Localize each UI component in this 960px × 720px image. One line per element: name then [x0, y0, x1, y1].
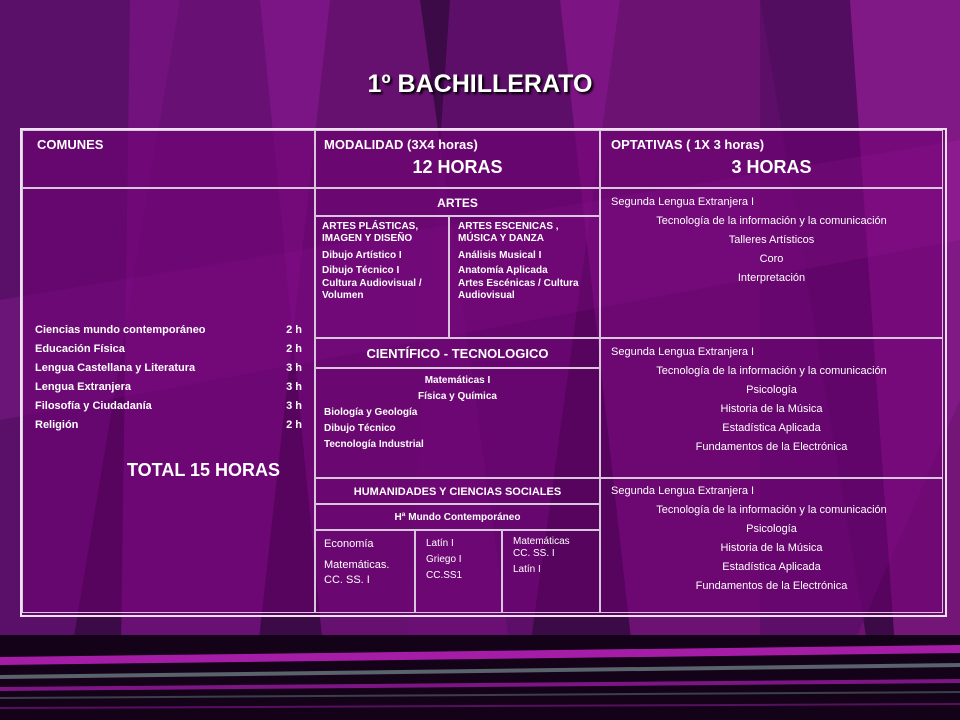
optativa-item: Psicología	[746, 523, 797, 535]
artes-escenicas-cell	[449, 216, 600, 338]
comunes-item	[35, 378, 302, 397]
subject: Matemáticas CC. SS. I	[513, 536, 570, 559]
comunes-item-hours: 2 h	[286, 419, 302, 431]
header-optativas-total: 3 HORAS	[731, 157, 812, 177]
optativa-item: Estadística Aplicada	[722, 561, 821, 573]
bottom-stripes	[0, 635, 960, 720]
subject: Latín I	[513, 564, 541, 575]
subject: Análisis Musical I	[458, 250, 542, 261]
header-modalidad-total: 12 HORAS	[412, 157, 503, 177]
optativa-item: Tecnología de la información y la comunicación	[656, 504, 887, 516]
subject: CC.SS1	[426, 570, 463, 581]
artes-title: ARTES	[437, 196, 478, 210]
artes-optativas-cell	[600, 188, 943, 338]
comunes-item-hours: 2 h	[286, 324, 302, 336]
comunes-item-name: Ciencias mundo contemporáneo	[35, 324, 206, 336]
ciencias-optativas-cell	[600, 338, 943, 478]
header-modalidad-label: MODALIDAD (3X4 horas)	[324, 137, 478, 152]
artes-plasticas-cell	[315, 216, 449, 338]
comunes-item-name: Filosofía y Ciudadanía	[35, 400, 152, 412]
comunes-cell	[22, 188, 315, 613]
comunes-item	[35, 359, 302, 378]
subject: Matemáticas. CC. SS. I	[324, 559, 390, 586]
comunes-item	[35, 397, 302, 416]
comunes-item	[35, 416, 302, 435]
subject: Latín I	[426, 538, 454, 549]
comunes-total: TOTAL 15 HORAS	[127, 460, 281, 480]
humanidades-col2-cell	[415, 530, 502, 613]
optativa-item: Psicología	[746, 384, 797, 396]
optativa-item: Coro	[759, 253, 784, 265]
optativa-item: Interpretación	[737, 272, 806, 284]
comunes-item	[35, 321, 302, 340]
subject: Biología y Geología	[324, 407, 418, 418]
slide-title: 1º BACHILLERATO	[367, 70, 593, 98]
header-optativas	[600, 130, 943, 188]
humanidades-optativas-cell	[600, 478, 943, 613]
humanidades-common-cell	[315, 504, 600, 530]
subject: Economía	[324, 538, 374, 550]
subject: Física y Química	[418, 391, 497, 402]
subject: Artes Escénicas / Cultura Audiovisual	[458, 278, 579, 301]
subject: Tecnología Industrial	[324, 439, 424, 450]
comunes-item-name: Educación Física	[35, 343, 125, 355]
comunes-item-hours: 3 h	[286, 381, 302, 393]
comunes-item-name: Lengua Extranjera	[35, 381, 131, 393]
subject: Matemáticas I	[424, 375, 491, 386]
optativa-item: Fundamentos de la Electrónica	[695, 580, 848, 592]
comunes-item-hours: 3 h	[286, 400, 302, 412]
ciencias-subjects-cell	[315, 368, 600, 478]
schedule-table	[20, 128, 947, 617]
header-comunes-label: COMUNES	[37, 137, 104, 152]
optativa-item: Segunda Lengua Extranjera I	[611, 346, 755, 358]
humanidades-col1-cell	[315, 530, 415, 613]
subject: Griego I	[426, 554, 462, 565]
humanidades-title: HUMANIDADES Y CIENCIAS SOCIALES	[353, 486, 562, 498]
optativa-item: Tecnología de la información y la comunicación	[656, 215, 887, 227]
comunes-item-hours: 3 h	[286, 362, 302, 374]
subject: Dibujo Técnico	[324, 423, 396, 434]
optativa-item: Tecnología de la información y la comunicación	[656, 365, 887, 377]
header-modalidad	[315, 130, 600, 188]
subject: Dibujo Artístico I	[322, 250, 402, 261]
humanidades-col3-cell	[502, 530, 600, 613]
optativa-item: Historia de la Música	[720, 403, 823, 415]
comunes-item-name: Religión	[35, 419, 79, 431]
humanidades-title-cell	[315, 478, 600, 504]
optativa-item: Fundamentos de la Electrónica	[695, 441, 848, 453]
subject: Anatomía Aplicada	[458, 265, 548, 276]
subject: Dibujo Técnico I	[322, 265, 400, 276]
ciencias-title: CIENTÍFICO - TECNOLOGICO	[366, 346, 549, 361]
optativa-item: Talleres Artísticos	[728, 234, 815, 246]
artes-plasticas-title: ARTES PLÁSTICAS, IMAGEN Y DISEÑO	[322, 221, 419, 244]
optativa-item: Segunda Lengua Extranjera I	[611, 485, 755, 497]
comunes-item	[35, 340, 302, 359]
header-comunes	[22, 130, 315, 188]
subject: Cultura Audiovisual / Volumen	[322, 278, 422, 301]
ciencias-title-cell	[315, 338, 600, 368]
header-optativas-label: OPTATIVAS ( 1X 3 horas)	[611, 137, 765, 152]
comunes-item-name: Lengua Castellana y Literatura	[35, 362, 196, 374]
optativa-item: Estadística Aplicada	[722, 422, 821, 434]
artes-title-cell	[315, 188, 600, 216]
artes-escenicas-title: ARTES ESCENICAS , MÚSICA Y DANZA	[458, 221, 559, 244]
comunes-item-hours: 2 h	[286, 343, 302, 355]
optativa-item: Segunda Lengua Extranjera I	[611, 196, 755, 208]
subject: Hª Mundo Contemporáneo	[394, 512, 521, 523]
optativa-item: Historia de la Música	[720, 542, 823, 554]
